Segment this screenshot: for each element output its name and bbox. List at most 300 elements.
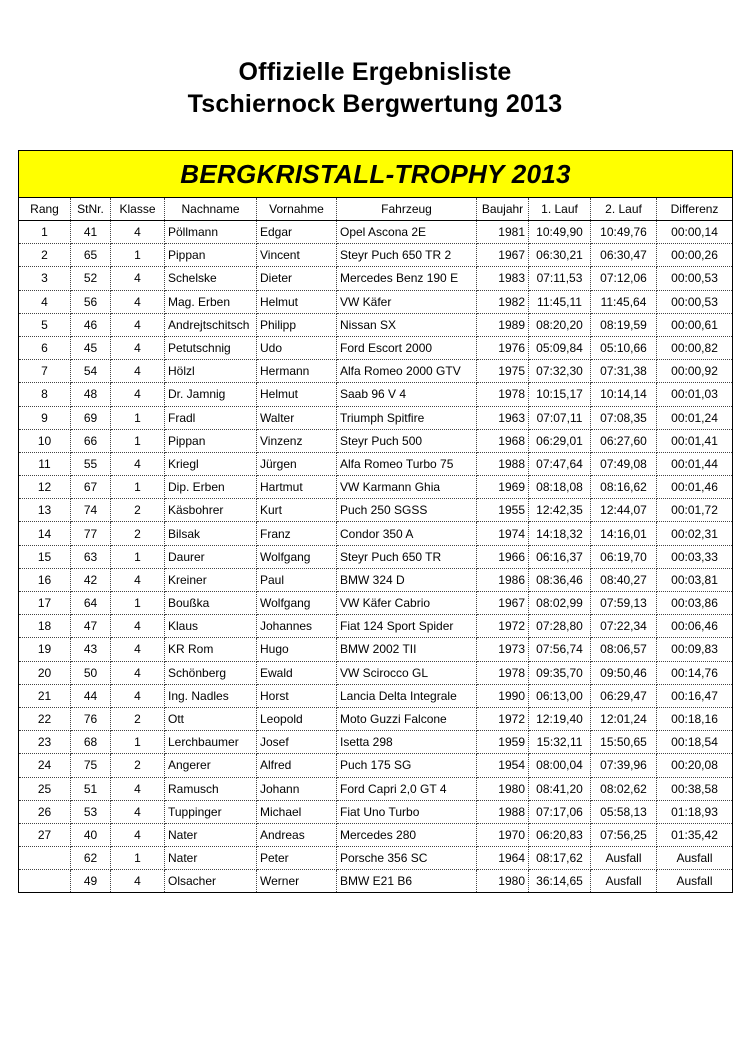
cell-fahrzeug: BMW 324 D [337,568,477,591]
cell-klasse: 4 [111,615,165,638]
cell-fahrzeug: Steyr Puch 650 TR [337,545,477,568]
cell-lauf-1: 07:28,80 [529,615,591,638]
cell-stnr: 45 [71,336,111,359]
cell-fahrzeug: VW Karmann Ghia [337,476,477,499]
cell-baujahr: 1988 [477,452,529,475]
cell-fahrzeug: Puch 175 SG [337,754,477,777]
cell-vornahme: Walter [257,406,337,429]
cell-klasse: 1 [111,406,165,429]
cell-lauf-2: 06:30,47 [591,244,657,267]
cell-nachname: Ing. Nadles [165,684,257,707]
cell-baujahr: 1980 [477,870,529,893]
cell-vornahme: Vinzenz [257,429,337,452]
cell-vornahme: Helmut [257,383,337,406]
table-row [19,707,733,730]
cell-lauf-1: 07:32,30 [529,360,591,383]
table-row [19,476,733,499]
cell-rang: 25 [19,777,71,800]
cell-fahrzeug: Alfa Romeo Turbo 75 [337,452,477,475]
cell-baujahr: 1976 [477,336,529,359]
cell-vornahme: Wolfgang [257,592,337,615]
cell-lauf-1: 08:02,99 [529,592,591,615]
cell-nachname: Angerer [165,754,257,777]
cell-stnr: 66 [71,429,111,452]
cell-stnr: 68 [71,731,111,754]
cell-lauf-2: 12:01,24 [591,707,657,730]
cell-klasse: 2 [111,707,165,730]
cell-stnr: 51 [71,777,111,800]
cell-stnr: 40 [71,823,111,846]
cell-nachname: Käsbohrer [165,499,257,522]
cell-lauf-1: 10:49,90 [529,221,591,244]
cell-fahrzeug: Ford Escort 2000 [337,336,477,359]
cell-lauf-2: 08:40,27 [591,568,657,591]
cell-baujahr: 1989 [477,313,529,336]
table-row [19,267,733,290]
cell-lauf-1: 06:30,21 [529,244,591,267]
cell-vornahme: Franz [257,522,337,545]
column-header-lauf-2: 2. Lauf [591,198,657,221]
cell-klasse: 4 [111,221,165,244]
column-header-fahrzeug: Fahrzeug [337,198,477,221]
cell-lauf-1: 11:45,11 [529,290,591,313]
cell-nachname: Ott [165,707,257,730]
cell-lauf-1: 05:09,84 [529,336,591,359]
cell-stnr: 56 [71,290,111,313]
table-row [19,545,733,568]
cell-baujahr: 1990 [477,684,529,707]
table-row [19,336,733,359]
cell-baujahr: 1970 [477,823,529,846]
cell-baujahr: 1982 [477,290,529,313]
cell-lauf-1: 14:18,32 [529,522,591,545]
cell-klasse: 4 [111,360,165,383]
cell-nachname: Olsacher [165,870,257,893]
cell-stnr: 49 [71,870,111,893]
cell-nachname: Pöllmann [165,221,257,244]
cell-fahrzeug: Fiat Uno Turbo [337,800,477,823]
cell-differenz: 00:03,86 [657,592,733,615]
cell-differenz: Ausfall [657,847,733,870]
cell-klasse: 1 [111,476,165,499]
cell-klasse: 1 [111,592,165,615]
cell-lauf-1: 06:20,83 [529,823,591,846]
cell-lauf-1: 08:00,04 [529,754,591,777]
cell-vornahme: Vincent [257,244,337,267]
cell-rang: 5 [19,313,71,336]
cell-fahrzeug: Opel Ascona 2E [337,221,477,244]
cell-fahrzeug: Moto Guzzi Falcone [337,707,477,730]
cell-stnr: 65 [71,244,111,267]
cell-vornahme: Michael [257,800,337,823]
cell-baujahr: 1966 [477,545,529,568]
cell-differenz: 00:00,82 [657,336,733,359]
cell-nachname: Nater [165,823,257,846]
cell-baujahr: 1973 [477,638,529,661]
cell-lauf-1: 08:36,46 [529,568,591,591]
cell-vornahme: Josef [257,731,337,754]
cell-lauf-2: 14:16,01 [591,522,657,545]
cell-fahrzeug: BMW E21 B6 [337,870,477,893]
cell-differenz: 01:35,42 [657,823,733,846]
table-row [19,221,733,244]
table-row [19,313,733,336]
cell-nachname: Kriegl [165,452,257,475]
cell-vornahme: Peter [257,847,337,870]
document-title [0,56,750,120]
cell-stnr: 43 [71,638,111,661]
cell-rang: 15 [19,545,71,568]
cell-differenz: 00:01,41 [657,429,733,452]
cell-stnr: 55 [71,452,111,475]
results-body [19,221,733,893]
column-header-nachname: Nachname [165,198,257,221]
cell-baujahr: 1978 [477,661,529,684]
cell-differenz: 00:09,83 [657,638,733,661]
cell-klasse: 4 [111,777,165,800]
cell-lauf-2: 11:45,64 [591,290,657,313]
cell-stnr: 53 [71,800,111,823]
cell-klasse: 4 [111,870,165,893]
cell-klasse: 1 [111,429,165,452]
cell-fahrzeug: Alfa Romeo 2000 GTV [337,360,477,383]
cell-stnr: 74 [71,499,111,522]
cell-rang: 14 [19,522,71,545]
cell-fahrzeug: Saab 96 V 4 [337,383,477,406]
cell-baujahr: 1959 [477,731,529,754]
cell-klasse: 4 [111,568,165,591]
cell-rang: 17 [19,592,71,615]
cell-vornahme: Hugo [257,638,337,661]
cell-stnr: 77 [71,522,111,545]
table-row [19,244,733,267]
table-row [19,568,733,591]
cell-lauf-2: 07:08,35 [591,406,657,429]
cell-vornahme: Udo [257,336,337,359]
cell-fahrzeug: Steyr Puch 650 TR 2 [337,244,477,267]
table-row [19,661,733,684]
cell-lauf-2: 07:31,38 [591,360,657,383]
cell-differenz: 00:01,46 [657,476,733,499]
cell-vornahme: Jürgen [257,452,337,475]
cell-rang: 23 [19,731,71,754]
trophy-banner: BERGKRISTALL-TROPHY 2013 [19,151,733,198]
cell-nachname: Ramusch [165,777,257,800]
table-row [19,522,733,545]
cell-rang: 16 [19,568,71,591]
cell-baujahr: 1972 [477,615,529,638]
cell-stnr: 44 [71,684,111,707]
cell-rang [19,870,71,893]
cell-stnr: 48 [71,383,111,406]
cell-lauf-2: 07:49,08 [591,452,657,475]
cell-fahrzeug: Isetta 298 [337,731,477,754]
results-table [18,150,733,893]
cell-differenz: Ausfall [657,870,733,893]
cell-nachname: Schönberg [165,661,257,684]
cell-klasse: 4 [111,823,165,846]
cell-nachname: Tuppinger [165,800,257,823]
cell-lauf-2: 08:16,62 [591,476,657,499]
cell-klasse: 2 [111,522,165,545]
cell-klasse: 4 [111,684,165,707]
table-row [19,638,733,661]
cell-klasse: 2 [111,499,165,522]
column-header-baujahr: Baujahr [477,198,529,221]
cell-baujahr: 1975 [477,360,529,383]
cell-fahrzeug: Nissan SX [337,313,477,336]
cell-nachname: Mag. Erben [165,290,257,313]
cell-nachname: Petutschnig [165,336,257,359]
cell-klasse: 1 [111,244,165,267]
cell-lauf-1: 07:11,53 [529,267,591,290]
cell-lauf-2: 08:06,57 [591,638,657,661]
cell-rang [19,847,71,870]
cell-stnr: 62 [71,847,111,870]
cell-fahrzeug: Porsche 356 SC [337,847,477,870]
cell-vornahme: Johann [257,777,337,800]
cell-rang: 24 [19,754,71,777]
cell-differenz: 00:38,58 [657,777,733,800]
cell-lauf-2: 07:12,06 [591,267,657,290]
cell-fahrzeug: VW Käfer [337,290,477,313]
cell-baujahr: 1954 [477,754,529,777]
column-header-rang: Rang [19,198,71,221]
cell-lauf-1: 07:07,11 [529,406,591,429]
table-row [19,592,733,615]
cell-rang: 1 [19,221,71,244]
cell-rang: 26 [19,800,71,823]
cell-lauf-2: Ausfall [591,847,657,870]
cell-differenz: 00:14,76 [657,661,733,684]
table-row [19,870,733,893]
cell-stnr: 41 [71,221,111,244]
cell-vornahme: Dieter [257,267,337,290]
cell-lauf-2: 08:19,59 [591,313,657,336]
cell-lauf-1: 06:13,00 [529,684,591,707]
cell-differenz: 00:02,31 [657,522,733,545]
cell-klasse: 4 [111,661,165,684]
table-row [19,847,733,870]
column-header-lauf-1: 1. Lauf [529,198,591,221]
cell-rang: 11 [19,452,71,475]
cell-fahrzeug: Ford Capri 2,0 GT 4 [337,777,477,800]
column-header-stnr: StNr. [71,198,111,221]
cell-rang: 8 [19,383,71,406]
cell-baujahr: 1981 [477,221,529,244]
cell-lauf-1: 06:16,37 [529,545,591,568]
table-row [19,800,733,823]
cell-rang: 21 [19,684,71,707]
cell-nachname: Kreiner [165,568,257,591]
cell-baujahr: 1988 [477,800,529,823]
cell-rang: 10 [19,429,71,452]
cell-baujahr: 1974 [477,522,529,545]
table-row [19,777,733,800]
cell-lauf-2: 06:27,60 [591,429,657,452]
cell-lauf-1: 36:14,65 [529,870,591,893]
cell-stnr: 47 [71,615,111,638]
cell-lauf-2: 05:58,13 [591,800,657,823]
cell-stnr: 52 [71,267,111,290]
cell-vornahme: Johannes [257,615,337,638]
cell-rang: 12 [19,476,71,499]
table-row [19,452,733,475]
cell-differenz: 00:03,81 [657,568,733,591]
cell-differenz: 00:01,44 [657,452,733,475]
cell-lauf-1: 08:18,08 [529,476,591,499]
cell-baujahr: 1955 [477,499,529,522]
cell-stnr: 46 [71,313,111,336]
cell-lauf-1: 08:41,20 [529,777,591,800]
cell-lauf-1: 07:17,06 [529,800,591,823]
cell-klasse: 4 [111,800,165,823]
cell-differenz: 00:20,08 [657,754,733,777]
cell-lauf-2: 08:02,62 [591,777,657,800]
cell-baujahr: 1972 [477,707,529,730]
cell-klasse: 4 [111,267,165,290]
cell-baujahr: 1964 [477,847,529,870]
cell-stnr: 50 [71,661,111,684]
cell-vornahme: Leopold [257,707,337,730]
cell-klasse: 4 [111,313,165,336]
cell-fahrzeug: Puch 250 SGSS [337,499,477,522]
cell-stnr: 63 [71,545,111,568]
table-row [19,499,733,522]
cell-lauf-1: 06:29,01 [529,429,591,452]
cell-stnr: 42 [71,568,111,591]
cell-baujahr: 1969 [477,476,529,499]
cell-differenz: 00:01,03 [657,383,733,406]
cell-differenz: 00:00,26 [657,244,733,267]
cell-nachname: Dr. Jamnig [165,383,257,406]
cell-fahrzeug: Mercedes 280 [337,823,477,846]
title-line-1: Offizielle Ergebnisliste [238,58,512,86]
cell-klasse: 4 [111,638,165,661]
cell-differenz: 00:00,61 [657,313,733,336]
cell-lauf-1: 09:35,70 [529,661,591,684]
cell-lauf-2: 05:10,66 [591,336,657,359]
cell-lauf-1: 10:15,17 [529,383,591,406]
cell-nachname: Bilsak [165,522,257,545]
cell-rang: 7 [19,360,71,383]
cell-rang: 3 [19,267,71,290]
cell-nachname: Klaus [165,615,257,638]
cell-baujahr: 1967 [477,592,529,615]
cell-klasse: 2 [111,754,165,777]
cell-differenz: 00:01,72 [657,499,733,522]
cell-vornahme: Wolfgang [257,545,337,568]
cell-vornahme: Paul [257,568,337,591]
table-row [19,290,733,313]
cell-klasse: 1 [111,731,165,754]
cell-rang: 22 [19,707,71,730]
cell-vornahme: Philipp [257,313,337,336]
cell-lauf-1: 12:19,40 [529,707,591,730]
column-header-klasse: Klasse [111,198,165,221]
cell-lauf-1: 08:20,20 [529,313,591,336]
cell-vornahme: Hartmut [257,476,337,499]
cell-lauf-2: Ausfall [591,870,657,893]
cell-nachname: Lerchbaumer [165,731,257,754]
cell-klasse: 4 [111,452,165,475]
cell-klasse: 4 [111,290,165,313]
cell-baujahr: 1967 [477,244,529,267]
cell-differenz: 00:00,53 [657,267,733,290]
cell-nachname: Andrejtschitsch [165,313,257,336]
table-row [19,429,733,452]
cell-lauf-2: 07:59,13 [591,592,657,615]
cell-fahrzeug: Fiat 124 Sport Spider [337,615,477,638]
cell-nachname: Hölzl [165,360,257,383]
cell-lauf-2: 06:19,70 [591,545,657,568]
cell-fahrzeug: BMW 2002 TII [337,638,477,661]
cell-lauf-2: 06:29,47 [591,684,657,707]
cell-rang: 4 [19,290,71,313]
cell-baujahr: 1980 [477,777,529,800]
trophy-banner-row [19,151,733,198]
cell-nachname: Daurer [165,545,257,568]
cell-lauf-2: 09:50,46 [591,661,657,684]
table-row [19,684,733,707]
cell-lauf-1: 12:42,35 [529,499,591,522]
cell-klasse: 1 [111,847,165,870]
cell-stnr: 67 [71,476,111,499]
cell-stnr: 75 [71,754,111,777]
cell-klasse: 4 [111,336,165,359]
cell-fahrzeug: Lancia Delta Integrale [337,684,477,707]
cell-differenz: 00:01,24 [657,406,733,429]
cell-lauf-2: 10:49,76 [591,221,657,244]
cell-vornahme: Andreas [257,823,337,846]
cell-fahrzeug: VW Käfer Cabrio [337,592,477,615]
title-line-2: Tschiernock Bergwertung 2013 [187,90,563,118]
cell-rang: 2 [19,244,71,267]
column-header-vornahme: Vornahme [257,198,337,221]
table-row [19,360,733,383]
table-row [19,731,733,754]
cell-differenz: 00:16,47 [657,684,733,707]
cell-rang: 13 [19,499,71,522]
cell-lauf-2: 15:50,65 [591,731,657,754]
cell-nachname: Nater [165,847,257,870]
table-row [19,383,733,406]
cell-vornahme: Helmut [257,290,337,313]
cell-nachname: Pippan [165,244,257,267]
cell-fahrzeug: Steyr Puch 500 [337,429,477,452]
cell-differenz: 00:18,54 [657,731,733,754]
cell-differenz: 00:00,14 [657,221,733,244]
column-header-differenz: Differenz [657,198,733,221]
cell-fahrzeug: Mercedes Benz 190 E [337,267,477,290]
cell-differenz: 00:18,16 [657,707,733,730]
cell-differenz: 00:06,46 [657,615,733,638]
cell-lauf-2: 07:39,96 [591,754,657,777]
cell-baujahr: 1986 [477,568,529,591]
cell-rang: 19 [19,638,71,661]
cell-baujahr: 1978 [477,383,529,406]
table-row [19,615,733,638]
cell-rang: 20 [19,661,71,684]
cell-rang: 27 [19,823,71,846]
cell-vornahme: Edgar [257,221,337,244]
cell-vornahme: Alfred [257,754,337,777]
table-row [19,754,733,777]
cell-rang: 6 [19,336,71,359]
cell-lauf-2: 07:22,34 [591,615,657,638]
cell-nachname: Dip. Erben [165,476,257,499]
cell-stnr: 76 [71,707,111,730]
